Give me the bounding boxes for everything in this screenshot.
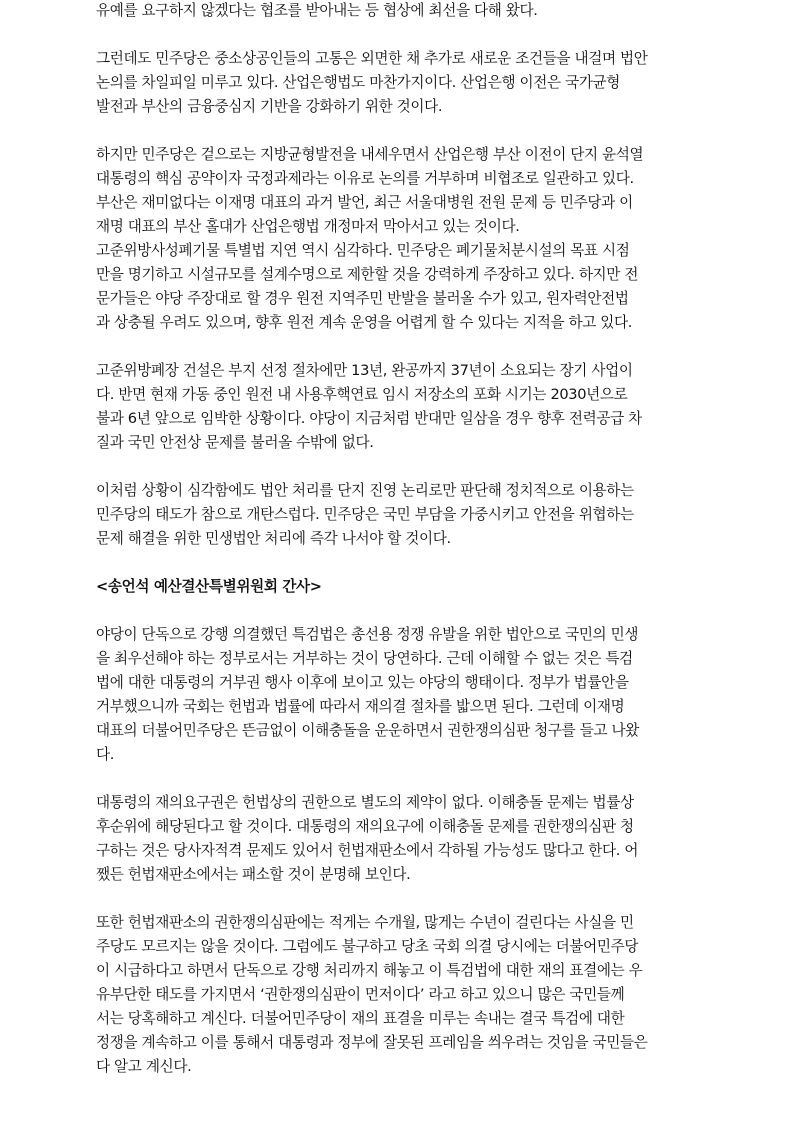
paragraph-line: 대통령의 핵심 공약이자 국정과제라는 이유로 논의를 거부하며 비협조로 일관하고 있다. [96, 170, 634, 187]
paragraph-line: 질과 국민 안전상 문제를 불러올 수밖에 없다. [96, 434, 374, 451]
paragraph-line: 고준위방폐장 건설은 부지 선정 절차에만 13년, 완공까지 37년이 소요되는 장기 사업이 [96, 362, 633, 379]
paragraph-line: 문제 해결을 위한 민생법안 처리에 즉각 나서야 할 것이다. [96, 530, 451, 547]
paragraph-line: 그런데도 민주당은 중소상공인들의 고통은 외면한 채 추가로 새로운 조건들을 내걸며 법안 [96, 50, 648, 67]
paragraph-line: 이 시급하다고 하면서 단독으로 강행 처리까지 해놓고 이 특검법에 대한 재의 표결에는 우 [96, 962, 643, 979]
paragraph-line: 정쟁을 계속하고 이를 통해서 대통령과 정부에 잘못된 프레임을 씌우려는 것임을 국민들은 [96, 1034, 648, 1051]
section-heading: <송언석 예산결산특별위원회 간사> [96, 578, 322, 595]
paragraph-line: 구하는 것은 당사자적격 문제도 있어서 헌법재판소에서 각하될 가능성도 많다고 한다. 어 [96, 842, 639, 859]
paragraph-line: 거부했으니까 국회는 헌법과 법률에 따라서 재의결 절차를 밟으면 된다. 그런데 이재명 [96, 698, 625, 715]
paragraph-line: 다. 반면 현재 가동 중인 원전 내 사용후핵연료 임시 저장소의 포화 시기는 2030년으로 [96, 386, 628, 403]
paragraph-line: 과 상충될 우려도 있으며, 향후 원전 계속 운영을 어렵게 할 수 있다는 지적을 하고 있다. [96, 314, 633, 331]
paragraph-line: 쨌든 헌법재판소에서는 패소할 것이 분명해 보인다. [96, 866, 411, 883]
paragraph-line: 서는 당혹해하고 계신다. 더불어민주당이 재의 표결을 미루는 속내는 결국 특검에 대한 [96, 1010, 625, 1027]
paragraph-line: 만을 명기하고 시설규모를 설계수명으로 제한할 것을 강력하게 주장하고 있다. 하지만 전 [96, 266, 639, 283]
paragraph-line: 문가들은 야당 주장대로 할 경우 원전 지역주민 반발을 불러올 수가 있고, 원자력안전법 [96, 290, 629, 307]
paragraph-line: 법에 대한 대통령의 거부권 행사 이후에 보이고 있는 야당의 행태이다. 정부가 법률안을 [96, 674, 629, 691]
paragraph-line: 유부단한 태도를 가지면서 ‘권한쟁의심판이 먼저이다’ 라고 하고 있으니 많은 국민들께 [96, 986, 625, 1003]
paragraph-line: 다 알고 계신다. [96, 1058, 192, 1075]
paragraph-line: 논의를 차일피일 미루고 있다. 산업은행법도 마찬가지이다. 산업은행 이전은 국가균형 [96, 74, 621, 91]
paragraph-line: 대통령의 재의요구권은 헌법상의 권한으로 별도의 제약이 없다. 이해충돌 문제는 법률상 [96, 794, 634, 811]
paragraph-line: 대표의 더불어민주당은 뜬금없이 이해충돌을 운운하면서 권한쟁의심판 청구를 들고 나왔 [96, 722, 639, 739]
paragraph-line: 야당이 단독으로 강행 의결했던 특검법은 총선용 정쟁 유발을 위한 법안으로 국민의 민생 [96, 626, 639, 643]
paragraph-line: 부산은 재미없다는 이재명 대표의 과거 발언, 최근 서울대병원 전원 문제 등 민주당과 이 [96, 194, 633, 211]
paragraph-line: 발전과 부산의 금융중심지 기반을 강화하기 위한 것이다. [96, 98, 443, 115]
paragraph-line: 불과 6년 앞으로 임박한 상황이다. 야당이 지금처럼 반대만 일삼을 경우 향후 전력공급 차 [96, 410, 642, 427]
paragraph-line: 후순위에 해당된다고 할 것이다. 대통령의 재의요구에 이해충돌 문제를 권한쟁의심판 청 [96, 818, 634, 835]
paragraph-line: 또한 헌법재판소의 권한쟁의심판에는 적게는 수개월, 많게는 수년이 걸린다는 사실을 민 [96, 914, 634, 931]
paragraph-line: 다. [96, 746, 115, 763]
paragraph-line: 하지만 민주당은 겉으로는 지방균형발전을 내세우면서 산업은행 부산 이전이 단지 윤석열 [96, 146, 644, 163]
paragraph-line: 유예를 요구하지 않겠다는 협조를 받아내는 등 협상에 최선을 다해 왔다. [96, 2, 538, 19]
paragraph-line: 민주당의 태도가 참으로 개탄스럽다. 민주당은 국민 부담을 가중시키고 안전을 위협하는 [96, 506, 634, 523]
paragraph-line: 재명 대표의 부산 홀대가 산업은행법 개정마저 막아서고 있는 것이다. [96, 218, 520, 235]
paragraph-line: 고준위방사성폐기물 특별법 지연 역시 심각하다. 민주당은 폐기물처분시설의 목표 시점 [96, 242, 630, 259]
paragraph-line: 이처럼 상황이 심각함에도 법안 처리를 단지 진영 논리로만 판단해 정치적으로 이용하는 [96, 482, 634, 499]
paragraph-line: 주당도 모르지는 않을 것이다. 그럼에도 불구하고 당초 국회 의결 당시에는 더불어민주당 [96, 938, 639, 955]
paragraph-line: 을 최우선해야 하는 정부로서는 거부하는 것이 당연하다. 근데 이해할 수 없는 것은 특검 [96, 650, 633, 667]
